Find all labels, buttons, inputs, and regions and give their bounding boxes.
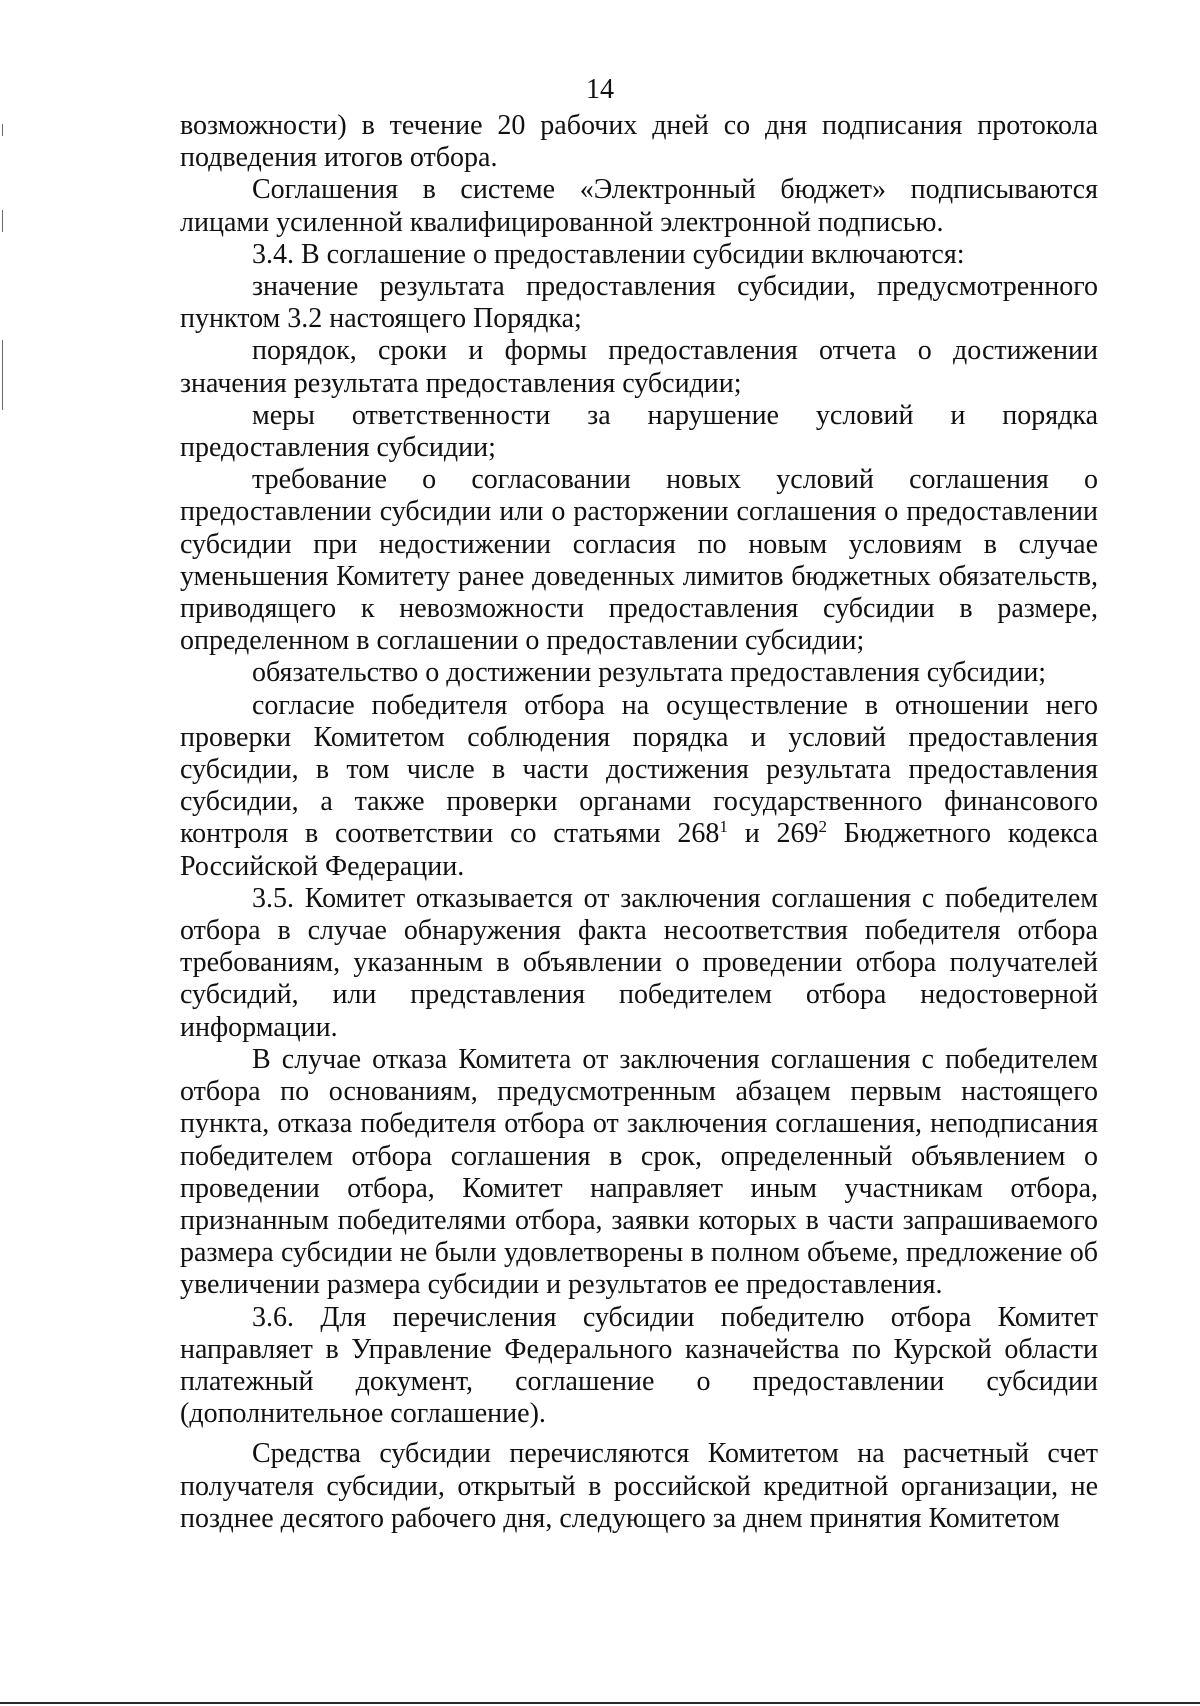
paragraph: В случае отказа Комитета от заключения соглашения с победителем отбора по основаниям, предусмотренным абзацем первым настоящего пункта, отказа победителя отбора от заключения соглашения, неподписания победителем отбора соглашения в срок, определенный объявлением о проведении отбора, Комитет направляет иным участникам отбора, признанным победителями отбора, заявки которых в части запрашиваемого размера субсидии не были удовлетворены в полном объеме, предложение об увеличении размера субсидии и результатов ее предоставления. [180, 1043, 1098, 1301]
list-paragraph: требование о согласовании новых условий соглашения о предоставлении субсидии или о расторжении соглашения о предоставлении субсидии при недостижении согласия по новым условиям в случае уменьшения Комитету ранее доведенных лимитов бюджетных обязательств, приводящего к невозможности предоставления субсидии в размере, определенном в соглашении о предоставлении субсидии; [180, 464, 1098, 657]
page-number: 14 [586, 74, 614, 105]
section-paragraph-3-6: 3.6. Для перечисления субсидии победителю отбора Комитет направляет в Управление Федерального казначейства по Курской области платежный документ, соглашение о предоставлении субсидии (дополнительное соглашение). [180, 1301, 1098, 1430]
consent-text-end: Бюджетного кодекса Российской Федерации. [180, 818, 1098, 882]
consent-paragraph [180, 690, 1098, 883]
section-paragraph-3-5: 3.5. Комитет отказывается от заключения соглашения с победителем отбора в случае обнаружения факта несоответствия победителя отбора требованиям, указанным в объявлении о проведении отбора получателей субсидий, или представления победителем отбора недостоверной информации. [180, 882, 1098, 1043]
list-paragraph: порядок, сроки и формы предоставления отчета о достижении значения результата предоставления субсидии; [180, 335, 1098, 399]
document-body [180, 110, 1098, 1535]
article-number: 268 [677, 818, 720, 850]
scan-margin-mark [2, 340, 3, 410]
section-paragraph-3-4: 3.4. В соглашение о предоставлении субсидии включаются: [252, 238, 965, 270]
list-paragraph: значение результата предоставления субсидии, предусмотренного пунктом 3.2 настоящего Порядка; [180, 271, 1098, 335]
article-superscript: 2 [818, 817, 827, 837]
scan-margin-mark [2, 124, 3, 136]
article-number: 269 [776, 818, 819, 850]
page-bottom-edge [0, 1702, 1200, 1704]
article-superscript: 1 [719, 817, 728, 837]
paragraph: Средства субсидии перечисляются Комитетом на расчетный счет получателя субсидии, открытый в российской кредитной организации, не позднее десятого рабочего дня, следующего за днем принятия Комитетом [180, 1438, 1098, 1534]
scan-margin-mark [2, 210, 3, 232]
paragraph: Соглашения в системе «Электронный бюджет» подписываются лицами усиленной квалифицированной электронной подписью. [180, 174, 1098, 238]
list-paragraph: обязательство о достижении результата предоставления субсидии; [252, 657, 1047, 689]
list-paragraph: меры ответственности за нарушение условий и порядка предоставления субсидии; [180, 399, 1098, 464]
consent-text: согласие победителя отбора на осуществление в отношении него проверки Комитетом соблюдения порядка и условий предоставления субсидии, в том числе в части достижения результата предоставления субсидии, а также проверки органами государственного финансового контроля в соответствии со статьями [180, 689, 1098, 850]
conjunction: и [727, 818, 777, 850]
paragraph: возможности) в течение 20 рабочих дней со дня подписания протокола подведения итогов отбора. [180, 110, 1098, 174]
